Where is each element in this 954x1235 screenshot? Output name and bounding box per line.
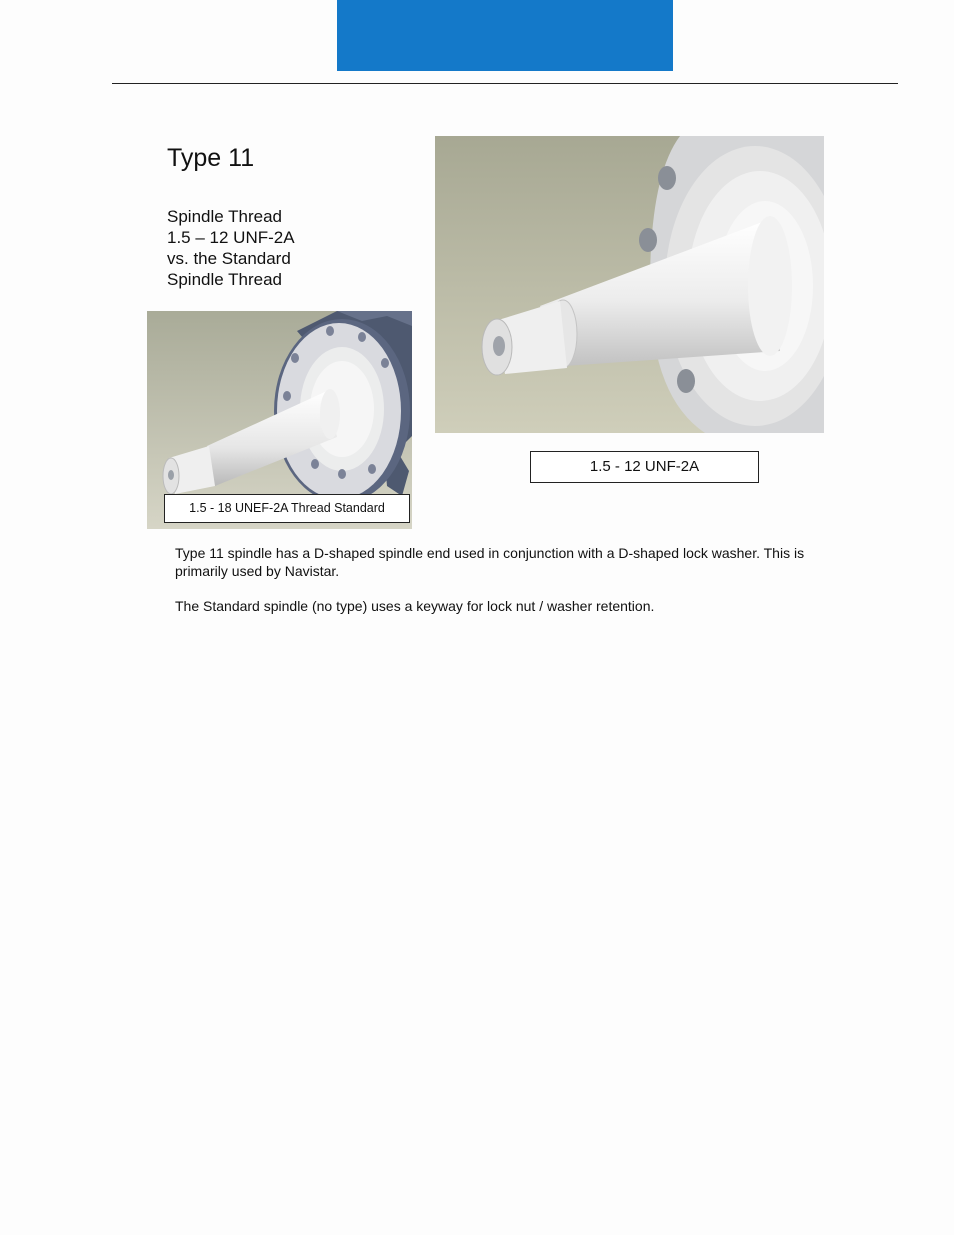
type11-spindle-image — [435, 136, 824, 433]
type11-thread-label: 1.5 - 12 UNF-2A — [530, 451, 759, 483]
subtitle-line: 1.5 – 12 UNF-2A — [167, 228, 295, 247]
description-paragraph-2: The Standard spindle (no type) uses a keyway for lock nut / washer retention. — [175, 598, 655, 614]
description-paragraph-1: Type 11 spindle has a D-shaped spindle end used in conjunction with a D-shaped lock washer. This is primarily used by Navistar. — [175, 545, 805, 579]
subtitle-line: Spindle Thread — [167, 207, 282, 226]
header-rule — [112, 83, 898, 84]
subtitle-line: Spindle Thread — [167, 270, 282, 289]
subtitle-line: vs. the Standard — [167, 249, 291, 268]
header-color-block — [337, 0, 673, 71]
figure-title: Type 11 — [167, 144, 255, 172]
standard-thread-label: 1.5 - 18 UNEF-2A Thread Standard — [164, 494, 410, 523]
figure-subtitle — [167, 206, 295, 290]
